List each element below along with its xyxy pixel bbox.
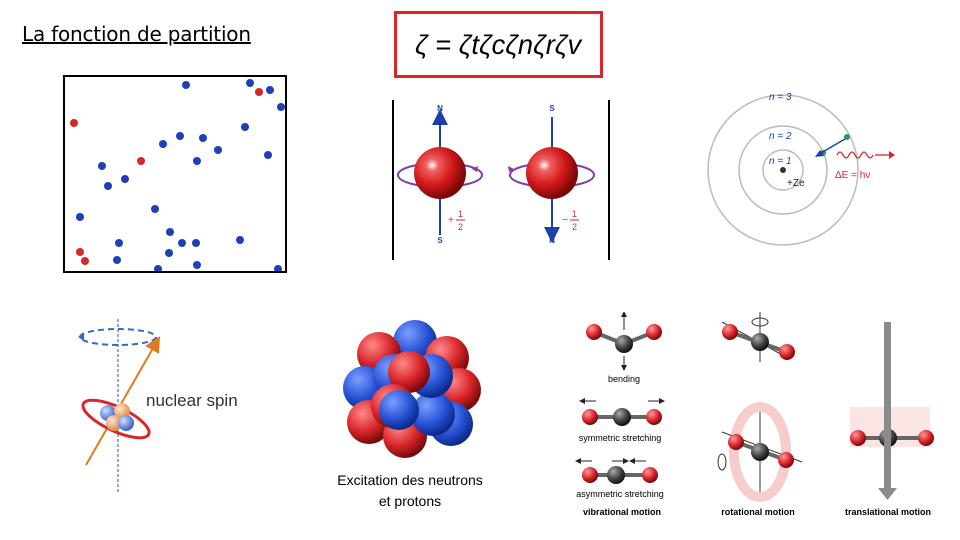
orbit-n1-label: n = 1 — [769, 156, 792, 167]
partition-formula-box — [394, 11, 603, 78]
nucleus-charge-label: +Ze — [787, 178, 805, 189]
partition-formula — [397, 14, 600, 75]
bending-label: bending — [607, 374, 641, 384]
formula-text: ζ = ζtζcζnζrζv — [414, 29, 582, 61]
rotational-molecule-top — [722, 312, 795, 362]
rotational-molecule-bottom — [718, 407, 802, 497]
asymmetric-stretching-label: asymmetric stretching — [576, 489, 664, 499]
nuclear-spin-diagram — [70, 315, 260, 497]
electron-spin-diagram — [390, 95, 612, 265]
down-fraction-num: 1 — [572, 209, 578, 219]
nucleus-caption-line2: et protons — [378, 493, 442, 509]
energy-label: ΔE = hν — [835, 170, 871, 181]
symmetric-stretching-molecule — [582, 401, 662, 426]
down-north-label: N — [549, 236, 555, 245]
translational-molecule — [850, 322, 934, 500]
gas-particles — [65, 77, 285, 271]
nuclear-spin-label: nuclear spin — [146, 391, 238, 410]
up-fraction-sign: + — [448, 215, 454, 226]
down-fraction-den: 2 — [572, 222, 578, 232]
slide-title: La fonction de partition — [22, 22, 251, 46]
down-south-label: S — [549, 104, 555, 113]
orbit-n2-label: n = 2 — [769, 131, 792, 142]
up-fraction-num: 1 — [458, 209, 464, 219]
down-fraction-sign: − — [562, 215, 568, 226]
nucleus-cluster — [335, 318, 483, 460]
up-north-label: N — [437, 104, 443, 113]
bending-molecule — [586, 314, 662, 368]
vibrational-motion-label: vibrational motion — [582, 507, 662, 517]
up-fraction-den: 2 — [458, 222, 464, 232]
bohr-atom-diagram — [705, 85, 895, 250]
gas-particles-box — [63, 75, 287, 273]
rotational-motion-label: rotational motion — [721, 507, 795, 517]
translational-motion-label: translational motion — [844, 507, 932, 517]
up-south-label: S — [437, 236, 443, 245]
orbit-n3-label: n = 3 — [769, 92, 792, 103]
symmetric-stretching-label: symmetric stretching — [578, 433, 662, 443]
asymmetric-stretching-molecule — [578, 461, 658, 484]
molecular-motion-diagram — [562, 312, 952, 524]
nucleus-caption — [318, 470, 502, 512]
nucleus-caption-line1: Excitation des neutrons — [337, 472, 483, 488]
